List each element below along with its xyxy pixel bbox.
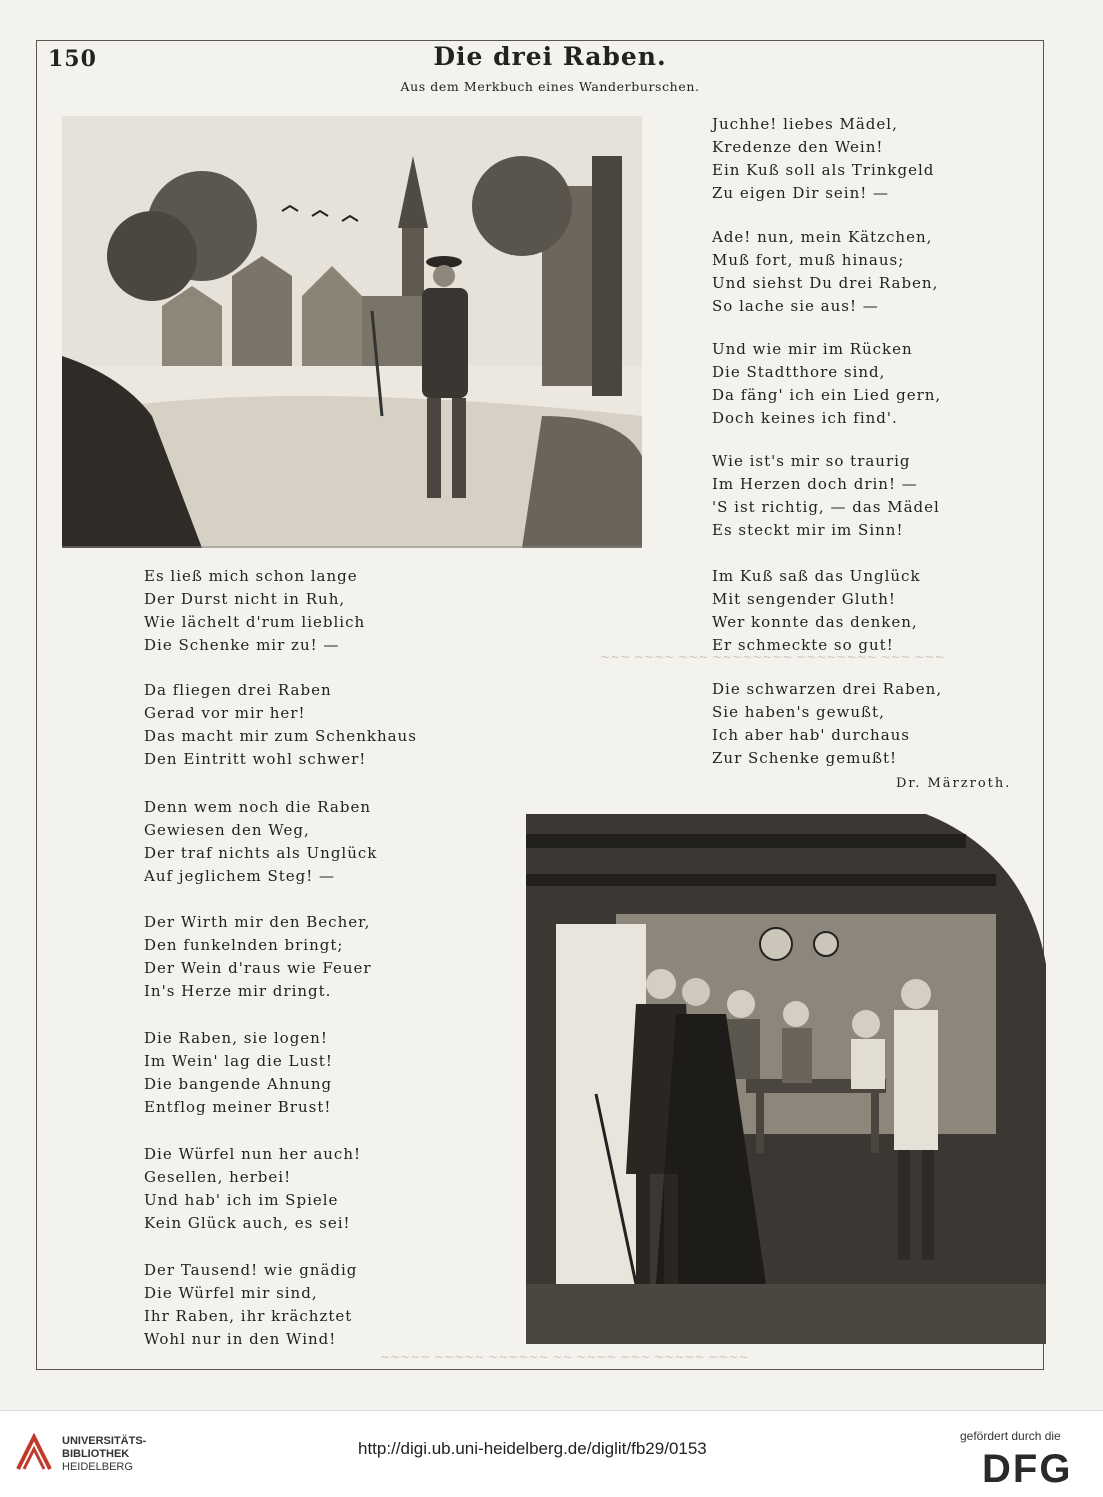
verse-line: Der Wein d'raus wie Feuer (144, 959, 372, 977)
verse-line: Die Schenke mir zu! — (144, 636, 340, 654)
verse-line: Mit sengender Gluth! (712, 590, 896, 608)
verse-line: Im Herzen doch drin! — (712, 475, 918, 493)
verse-line: Es ließ mich schon lange (144, 567, 358, 585)
verse-line: Wie ist's mir so traurig (712, 452, 911, 470)
verse-line: Der Durst nicht in Ruh, (144, 590, 346, 608)
verse-line: Die schwarzen drei Raben, (712, 680, 943, 698)
verse-line: Ich aber hab' durchaus (712, 726, 911, 744)
verse-line: In's Herze mir dringt. (144, 982, 332, 1000)
funding-label: gefördert durch die (960, 1429, 1061, 1443)
verse-line: Den funkelnden bringt; (144, 936, 344, 954)
poem-subtitle: Aus dem Merkbuch eines Wanderburschen. (400, 79, 700, 94)
left-stanza-2 (144, 679, 417, 771)
verse-line: So lache sie aus! — (712, 297, 879, 315)
verse-line: Wie lächelt d'rum lieblich (144, 613, 366, 631)
verse-line: Gewiesen den Weg, (144, 821, 310, 839)
verse-line: Wohl nur in den Wind! (144, 1330, 337, 1348)
verse-line: Da fliegen drei Raben (144, 681, 332, 699)
verse-line: Es steckt mir im Sinn! (712, 521, 904, 539)
verse-line: Ein Kuß soll als Trinkgeld (712, 161, 935, 179)
right-stanza-6 (712, 678, 942, 770)
verse-line: Sie haben's gewußt, (712, 703, 885, 721)
verse-line: Der Tausend! wie gnädig (144, 1261, 358, 1279)
show-through-text: ~~~~~ ~~~~~ ~~~~~~ ~~ ~~~~ ~~~ ~~~~~ ~~~~ (380, 1350, 749, 1364)
left-stanza-1 (144, 565, 365, 657)
right-stanza-3 (712, 338, 941, 430)
verse-line: Die Würfel nun her auch! (144, 1145, 362, 1163)
verse-line: Zur Schenke gemußt! (712, 749, 898, 767)
verse-line: Und hab' ich im Spiele (144, 1191, 339, 1209)
right-stanza-2 (712, 226, 938, 318)
verse-line: 'S ist richtig, — das Mädel (712, 498, 940, 516)
verse-line: Doch keines ich find'. (712, 409, 898, 427)
poem-title: Die drei Raben. (433, 42, 667, 71)
verse-line: Kredenze den Wein! (712, 138, 884, 156)
verse-line: Das macht mir zum Schenkhaus (144, 727, 417, 745)
verse-line: Ihr Raben, ihr krächztet (144, 1307, 353, 1325)
verse-line: Die Würfel mir sind, (144, 1284, 318, 1302)
verse-line: Denn wem noch die Raben (144, 798, 371, 816)
verse-line: Der Wirth mir den Becher, (144, 913, 371, 931)
verse-line: Er schmeckte so gut! (712, 636, 894, 654)
library-name-line: UNIVERSITÄTS- (62, 1435, 147, 1447)
poem-author: Dr. Märzroth. (896, 776, 1012, 791)
show-through-text: ~~~ ~~~~ ~~~ ~~~~~~~~ ~~~~~~~~ ~~~ ~~~ (600, 650, 945, 664)
verse-line: Ade! nun, mein Kätzchen, (712, 228, 933, 246)
verse-line: Da fäng' ich ein Lied gern, (712, 386, 942, 404)
left-stanza-7 (144, 1259, 357, 1351)
verse-line: Die Raben, sie logen! (144, 1029, 328, 1047)
right-stanza-4 (712, 450, 940, 542)
verse-line: Juchhe! liebes Mädel, (712, 115, 898, 133)
verse-line: Auf jeglichem Steg! — (144, 867, 336, 885)
verse-line: Wer konnte das denken, (712, 613, 918, 631)
right-stanza-5 (712, 565, 921, 657)
verse-line: Und siehst Du drei Raben, (712, 274, 939, 292)
page-number: 150 (48, 46, 97, 72)
verse-line: Die Stadtthore sind, (712, 363, 886, 381)
verse-line: Kein Glück auch, es sei! (144, 1214, 351, 1232)
verse-line: Der traf nichts als Unglück (144, 844, 378, 862)
footer-bar (0, 1410, 1103, 1497)
verse-line: Zu eigen Dir sein! — (712, 184, 890, 202)
permalink-url[interactable]: http://digi.ub.uni-heidelberg.de/diglit/fb29/0153 (358, 1439, 707, 1458)
library-name-line: HEIDELBERG (62, 1461, 133, 1473)
library-name-line: BIBLIOTHEK (62, 1448, 130, 1460)
verse-line: Entflog meiner Brust! (144, 1098, 332, 1116)
wanderer-illustration (62, 116, 642, 548)
library-name (62, 1435, 146, 1474)
university-library-logo-icon (14, 1433, 54, 1477)
verse-line: Die bangende Ahnung (144, 1075, 333, 1093)
verse-line: Und wie mir im Rücken (712, 340, 913, 358)
verse-line: Im Wein' lag die Lust! (144, 1052, 333, 1070)
verse-line: Gesellen, herbei! (144, 1168, 292, 1186)
verse-line: Muß fort, muß hinaus; (712, 251, 905, 269)
left-stanza-4 (144, 911, 372, 1003)
dfg-logo: DFG (982, 1447, 1073, 1491)
left-stanza-5 (144, 1027, 333, 1119)
tavern-illustration (526, 814, 1046, 1344)
right-stanza-1 (712, 113, 934, 205)
verse-line: Gerad vor mir her! (144, 704, 306, 722)
verse-line: Im Kuß saß das Unglück (712, 567, 921, 585)
verse-line: Den Eintritt wohl schwer! (144, 750, 367, 768)
left-stanza-3 (144, 796, 377, 888)
left-stanza-6 (144, 1143, 361, 1235)
